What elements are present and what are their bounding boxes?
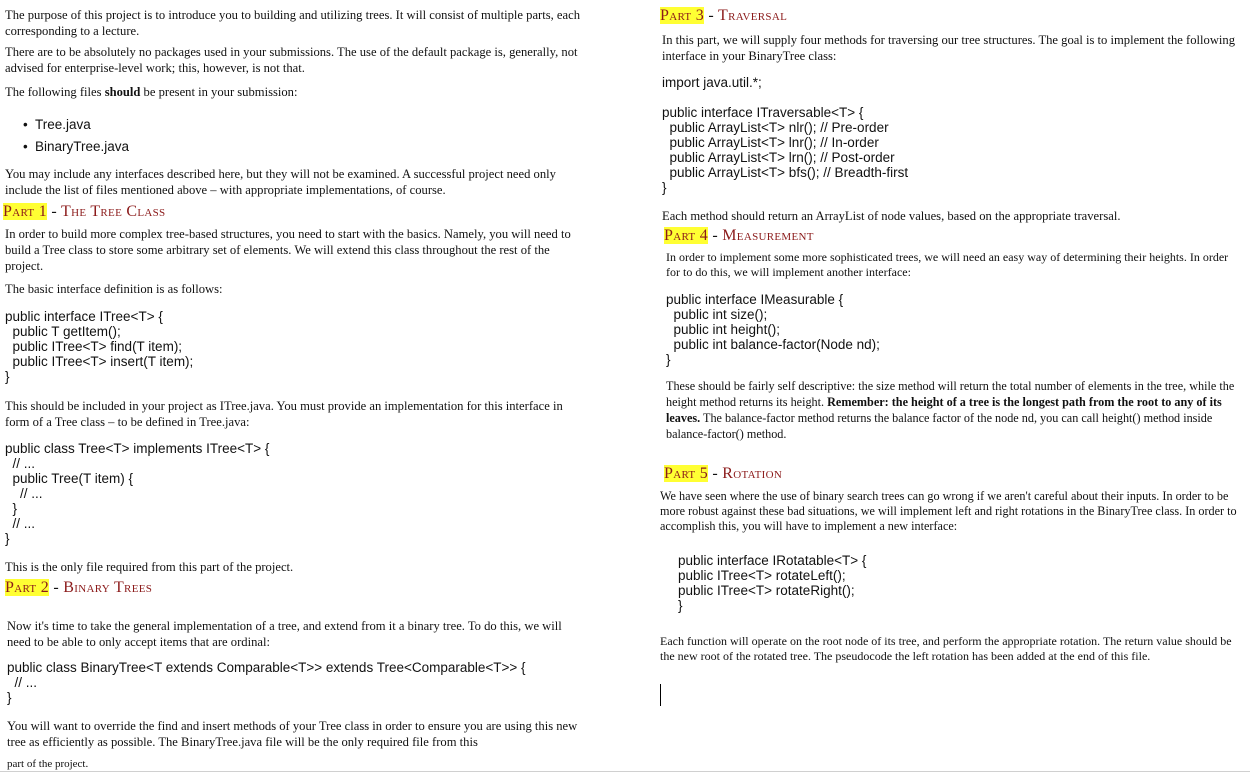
itree-code-block: public interface ITree<T> { public T getItem(); public ITree<T> find(T item); public ITree<T> insert(T item); }	[5, 309, 194, 384]
part1-interface-intro: The basic interface definition is as follows:	[5, 282, 223, 296]
part1-implementation-paragraph: This should be included in your project as ITree.java. You must provide an implementation for this interface in form of a Tree class – to be defined in Tree.java:	[5, 399, 563, 429]
text-cursor	[660, 684, 661, 706]
part3-number: Part 3	[660, 7, 705, 24]
part3-closing: Each method should return an ArrayList of node values, based on the appropriate traversal.	[662, 209, 1121, 223]
part2-heading	[5, 578, 152, 598]
part4-dash: -	[708, 227, 723, 244]
part4-paragraph: In order to implement some more sophisticated trees, we will need an easy way of determining their heights. In order for to do this, we will implement another interface:	[666, 250, 1229, 279]
part4-description-c: The balance-factor method returns the balance factor of the node nd, you can call height() method inside balance-factor() method.	[666, 411, 1213, 441]
tree-class-code-block: public class Tree<T> implements ITree<T> { // ... public Tree(T item) { // ... } // ... }	[5, 441, 270, 546]
intro-paragraph: The purpose of this project is to introduce you to building and utilizing trees. It will consist of multiple parts, each corresponding to a lecture.	[5, 8, 581, 38]
part4-heading	[664, 226, 814, 246]
part5-paragraph: We have seen where the use of binary search trees can go wrong if we aren't careful about their inputs. In order to be more robust against these bad situations, we will implement left and right rotations in the BinaryTree class. In order to accomplish this, you will have to implement a new interface:	[660, 489, 1237, 533]
part1-dash: -	[47, 203, 61, 220]
imeasurable-code-block: public interface IMeasurable { public int size(); public int height(); public int balance-factor(Node nd); }	[666, 292, 880, 367]
part5-heading	[664, 464, 782, 484]
part5-closing: Each function will operate on the root node of its tree, and perform the appropriate rotation. The return value should be the new root of the rotated tree. The pseudocode the left rotation has been added at the end of this file.	[660, 634, 1232, 663]
page-divider	[0, 771, 1250, 772]
files-bold: should	[104, 85, 141, 99]
part3-title: Traversal	[718, 7, 788, 24]
part3-paragraph: In this part, we will supply four methods for traversing our tree structures. The goal is to implement the following interface in your BinaryTree class:	[662, 33, 1236, 63]
part2-title: Binary Trees	[63, 579, 153, 596]
list-item: • BinaryTree.java	[35, 136, 129, 158]
list-item: • Tree.java	[35, 114, 129, 136]
import-line: import java.util.*;	[662, 75, 762, 90]
part1-number: Part 1	[3, 203, 48, 220]
include-note: You may include any interfaces described here, but they will not be examined. A successful project need only include the list of files mentioned above – with appropriate implementations, of course.	[5, 167, 556, 197]
part1-title: The Tree Class	[61, 203, 166, 220]
part5-number: Part 5	[664, 465, 709, 482]
files-suffix: be present in your submission:	[140, 85, 298, 99]
packages-paragraph: There are to be absolutely no packages used in your submissions. The use of the default package is, generally, not advised for enterprise-level work; this, however, is not that.	[5, 45, 578, 75]
files-paragraph	[5, 84, 590, 100]
files-list	[35, 114, 129, 158]
part3-dash: -	[704, 7, 718, 24]
part4-description	[666, 378, 1241, 442]
part5-title: Rotation	[722, 465, 783, 482]
part1-closing: This is the only file required from this part of the project.	[5, 560, 294, 574]
part4-title: Measurement	[722, 227, 814, 244]
part3-heading	[660, 6, 787, 26]
part2-dash: -	[49, 579, 64, 596]
irotatable-code-block: public interface IRotatable<T> { public ITree<T> rotateLeft(); public ITree<T> rotateRight(); }	[678, 553, 867, 613]
itraversable-code-block: public interface ITraversable<T> { public ArrayList<T> nlr(); // Pre-order public ArrayList<T> lnr(); // In-order public ArrayList<T> lrn(); // Post-order public ArrayList<T> bfs(); // Breadth-first }	[662, 105, 909, 195]
part4-description-a: These should be fairly self descriptive: the size method will return the total number of elements in the tree, while the height method returns its height.	[666, 379, 1235, 409]
part1-heading	[3, 202, 165, 222]
part5-dash: -	[708, 465, 723, 482]
part2-number: Part 2	[5, 579, 50, 596]
part4-number: Part 4	[664, 227, 709, 244]
part2-paragraph: Now it's time to take the general implementation of a tree, and extend from it a binary tree. To do this, we will need to be able to only accept items that are ordinal:	[7, 619, 562, 649]
part1-paragraph: In order to build more complex tree-based structures, you need to start with the basics. Namely, you will need to build a Tree class to store some arbitrary set of elements. We will extend this class throughout the rest of the project.	[5, 227, 571, 273]
binarytree-code-block: public class BinaryTree<T extends Comparable<T>> extends Tree<Comparable<T>> { // ... }	[7, 660, 526, 705]
part2-closing: part of the project.	[7, 758, 89, 770]
part4-remember: Remember: the height of a tree is the longest path from the root to any of its leaves.	[666, 395, 1222, 425]
files-prefix: The following files	[5, 85, 105, 99]
part2-override-paragraph: You will want to override the find and insert methods of your Tree class in order to ensure you are using this new tree as efficiently as possible. The BinaryTree.java file will be the only required file from this	[7, 719, 578, 749]
